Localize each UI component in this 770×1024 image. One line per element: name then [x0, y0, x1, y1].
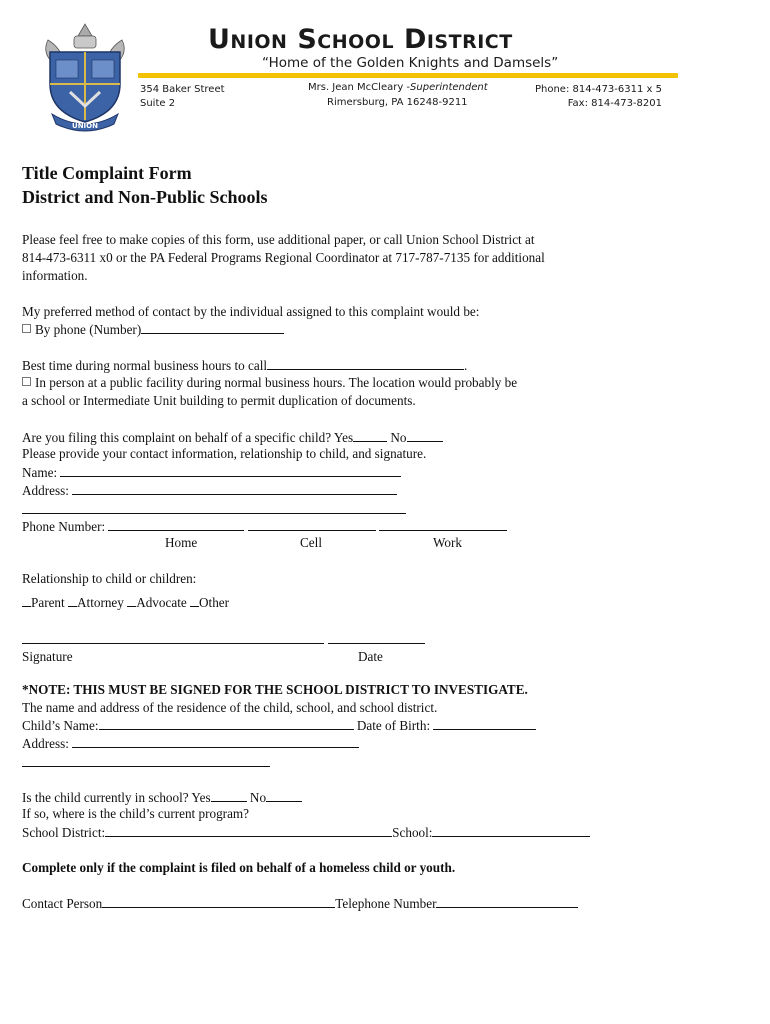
name-field[interactable]	[60, 465, 401, 477]
behalf-yes-field[interactable]	[353, 430, 387, 442]
crest-banner-text: UNION	[72, 122, 98, 130]
district-crest-logo	[40, 22, 130, 132]
in-school-yes-field[interactable]	[211, 790, 247, 802]
parent-field[interactable]	[22, 595, 31, 607]
homeless-note: Complete only if the complaint is filed on behalf of a homeless child or youth.	[22, 860, 456, 875]
phone-home-field[interactable]	[108, 519, 244, 531]
phone-work-field[interactable]	[379, 519, 507, 531]
superintendent-title: Superintendent	[410, 82, 488, 93]
child-name-field[interactable]	[99, 718, 354, 730]
best-time-field[interactable]	[267, 358, 464, 370]
in-school-label: Is the child currently in school? Yes	[22, 790, 211, 805]
child-address-field[interactable]	[72, 736, 359, 748]
provide-info-text: Please provide your contact information, relationship to child, and signature.	[22, 446, 427, 461]
intro-line-3: information.	[22, 268, 88, 283]
telephone-label: Telephone Number	[335, 896, 437, 911]
rel-other-label: Other	[199, 595, 230, 610]
district-motto: “Home of the Golden Knights and Damsels”	[262, 55, 559, 71]
district-name: Union School District	[208, 24, 513, 55]
rel-attorney-label: Attorney	[77, 595, 124, 610]
in-school-question	[22, 790, 302, 804]
intro-line-2: 814-473-6311 x0 or the PA Federal Programs Regional Coordinator at 717-787-7135 for additional	[22, 250, 545, 265]
phone-number-field[interactable]	[141, 322, 284, 334]
by-phone-label: By phone (Number)	[35, 322, 142, 337]
child-name-label: Child’s Name:	[22, 718, 99, 733]
date-label: Date	[358, 649, 383, 664]
address-line-1: 354 Baker Street	[140, 84, 225, 95]
current-program-question: If so, where is the child’s current program?	[22, 806, 250, 821]
school-district-label: School District:	[22, 825, 106, 840]
by-phone-option	[22, 322, 284, 336]
phone-cell-caption: Cell	[300, 535, 322, 550]
relationship-label: Relationship to child or children:	[22, 571, 197, 586]
child-name-row	[22, 718, 536, 732]
name-row	[22, 465, 401, 479]
address-label: Address:	[22, 483, 69, 498]
residence-text: The name and address of the residence of the child, school, and school district.	[22, 700, 438, 715]
form-title: Title Complaint Form	[22, 163, 192, 183]
child-address-label: Address:	[22, 736, 69, 751]
letterhead-divider	[138, 73, 678, 78]
district-phone: Phone: 814-473-6311 x 5	[534, 84, 662, 95]
phone-cell-field[interactable]	[248, 519, 376, 531]
rel-parent-label: Parent	[31, 595, 65, 610]
form-subtitle: District and Non-Public Schools	[22, 187, 268, 207]
contact-person-label: Contact Person	[22, 896, 103, 911]
phone-number-row	[22, 519, 507, 533]
address-field[interactable]	[72, 483, 397, 495]
in-person-line-2: a school or Intermediate Unit building to permit duplication of documents.	[22, 393, 416, 408]
behalf-no-label: No	[390, 430, 407, 445]
telephone-field[interactable]	[436, 896, 578, 908]
best-time-label: Best time during normal business hours to call	[22, 358, 268, 373]
rel-advocate-label: Advocate	[136, 595, 187, 610]
address-row	[22, 483, 397, 497]
school-district-field[interactable]	[105, 825, 392, 837]
phone-number-label: Phone Number:	[22, 519, 106, 534]
behalf-question-label: Are you filing this complaint on behalf of a specific child? Yes	[22, 430, 354, 445]
phone-home-caption: Home	[165, 535, 198, 550]
signature-label: Signature	[22, 649, 73, 664]
in-person-option	[22, 376, 517, 389]
best-time-row: Best time during normal business hours to call .	[22, 358, 468, 373]
behalf-no-field[interactable]	[407, 430, 443, 442]
signature-field[interactable]	[22, 643, 324, 644]
signature-note: *NOTE: THIS MUST BE SIGNED FOR THE SCHOOL DISTRICT TO INVESTIGATE.	[22, 682, 528, 697]
behalf-question	[22, 430, 443, 444]
dob-field[interactable]	[433, 718, 536, 730]
superintendent-name: Mrs. Jean McCleary -	[308, 82, 411, 93]
by-phone-checkbox[interactable]	[22, 324, 31, 333]
child-address-field-line-2[interactable]	[22, 766, 270, 767]
address-line-2: Suite 2	[140, 98, 176, 109]
in-person-checkbox[interactable]	[22, 377, 31, 386]
school-row	[22, 825, 590, 839]
phone-work-caption: Work	[433, 535, 462, 550]
school-label: School:	[392, 825, 433, 840]
superintendent	[308, 82, 488, 93]
in-school-no-label: No	[249, 790, 267, 805]
in-person-line-1: In person at a public facility during normal business hours. The location would probably be	[35, 375, 518, 390]
other-field[interactable]	[190, 595, 199, 607]
in-school-no-field[interactable]	[266, 790, 302, 802]
dob-label: Date of Birth:	[356, 718, 431, 733]
city-line: Rimersburg, PA 16248-9211	[327, 97, 468, 108]
contact-person-field[interactable]	[102, 896, 335, 908]
address-field-line-2[interactable]	[22, 513, 406, 514]
attorney-field[interactable]	[68, 595, 77, 607]
school-field[interactable]	[432, 825, 590, 837]
date-field[interactable]	[328, 643, 425, 644]
district-fax: Fax: 814-473-8201	[567, 98, 662, 109]
contact-person-row	[22, 896, 578, 910]
name-label: Name:	[22, 465, 58, 480]
contact-preference-text: My preferred method of contact by the individual assigned to this complaint would be:	[22, 304, 480, 319]
relationship-options	[22, 595, 229, 609]
advocate-field[interactable]	[127, 595, 136, 607]
child-address-row	[22, 736, 359, 750]
intro-line-1: Please feel free to make copies of this form, use additional paper, or call Union School District at	[22, 232, 535, 247]
